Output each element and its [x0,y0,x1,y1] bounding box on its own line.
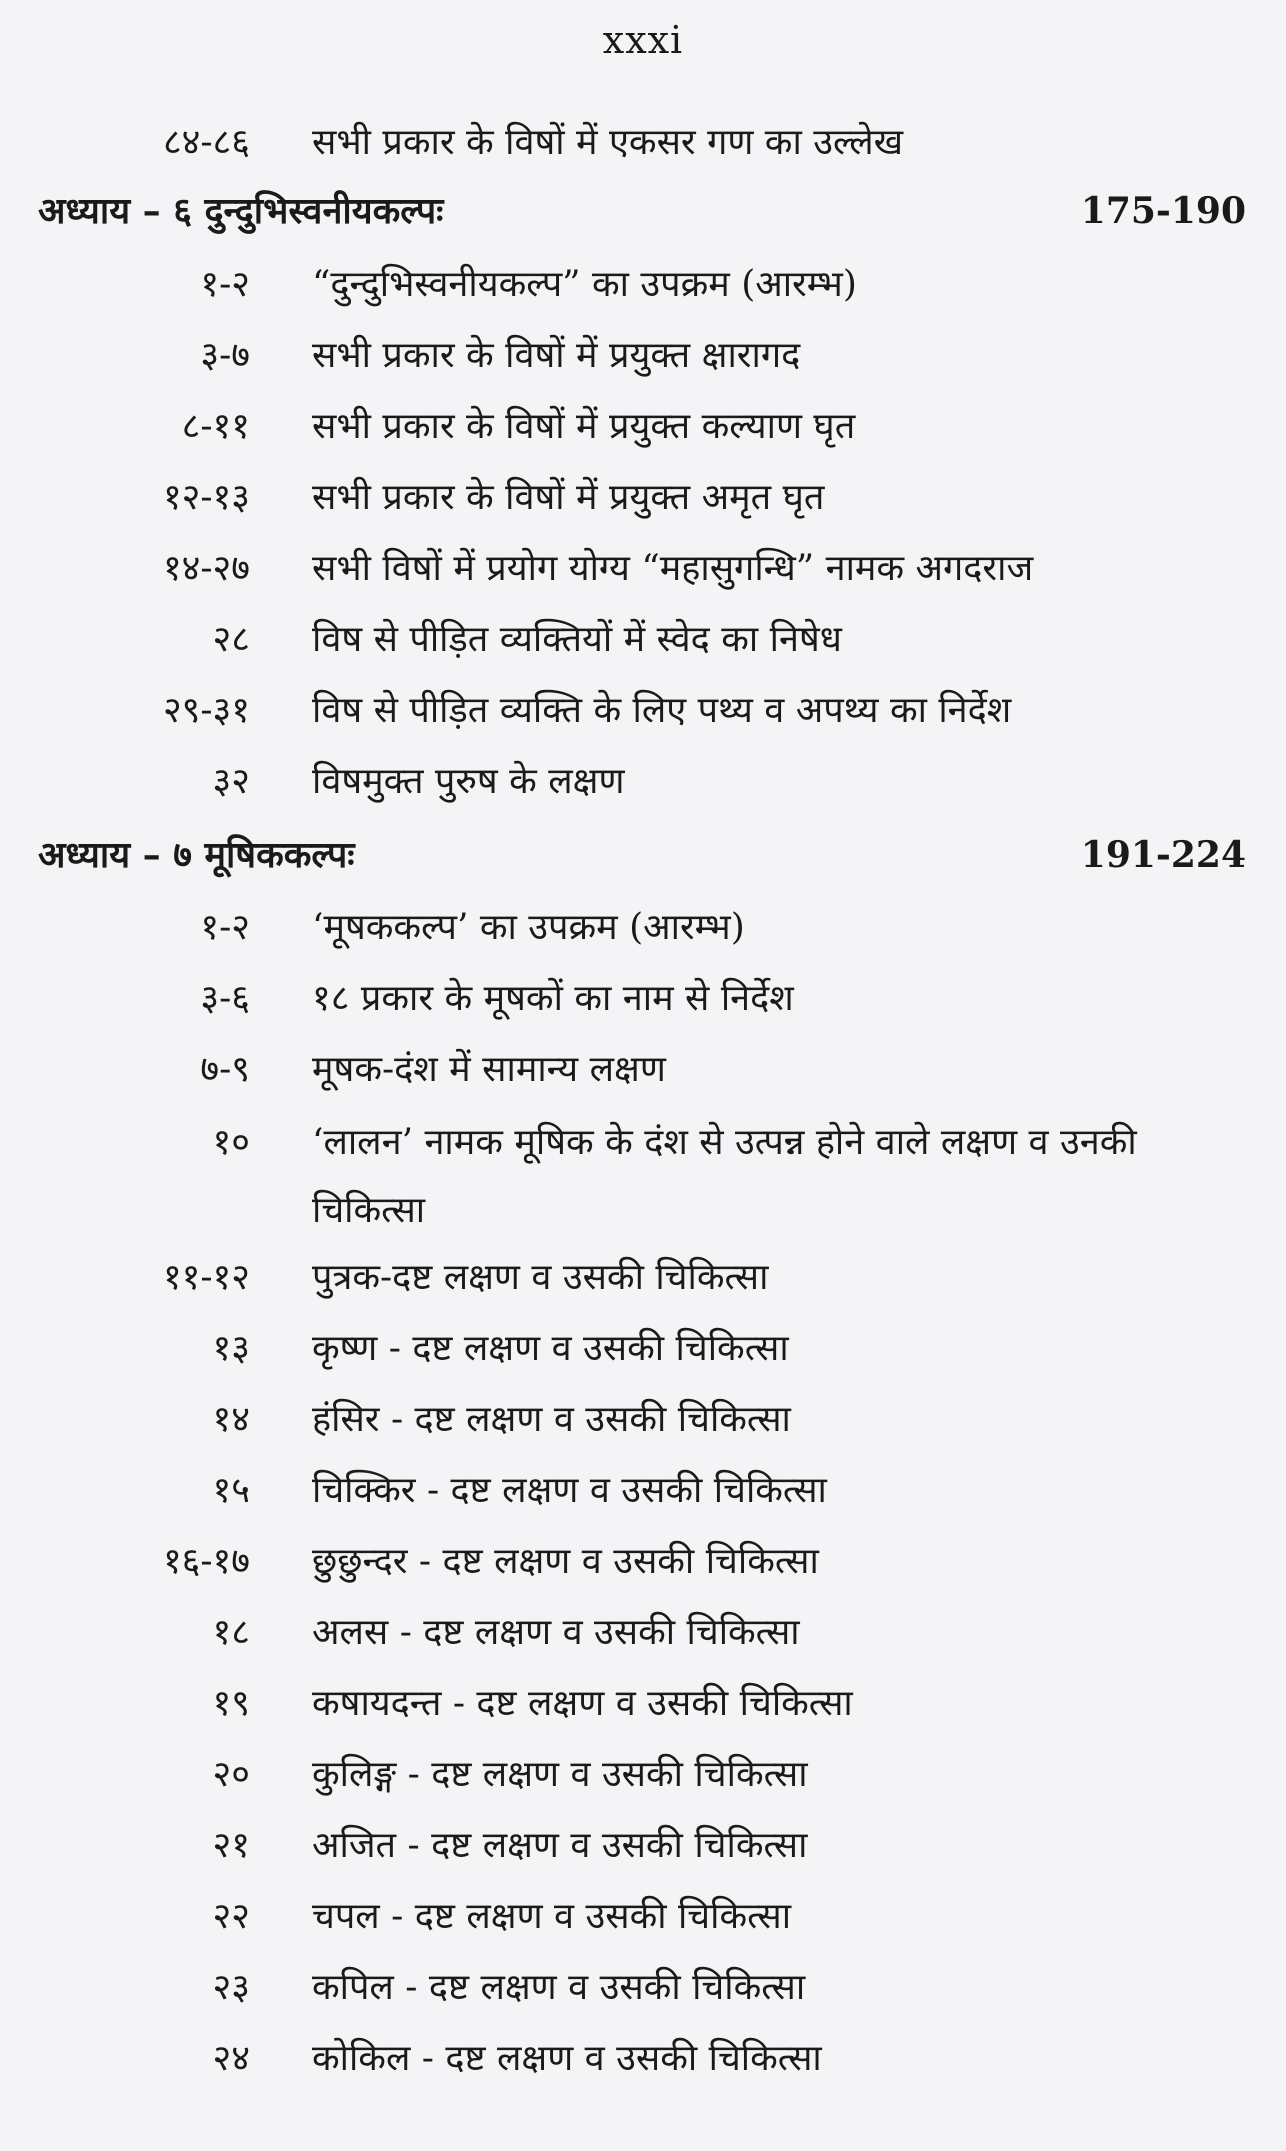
toc-entry [0,1466,1286,1530]
toc-entry [0,1821,1286,1885]
toc-entry [0,1118,1286,1258]
verse-number: १३ [212,1328,250,1369]
toc-entry [0,1608,1286,1672]
verse-number: १९ [212,1683,250,1724]
entry-text: सभी प्रकार के विषों में प्रयुक्त अमृत घृत [312,477,825,518]
verse-number: ८-११ [181,406,250,447]
toc-entry [0,757,1286,821]
toc-entry [0,1395,1286,1459]
entry-text: सभी प्रकार के विषों में प्रयुक्त कल्याण घृत [312,406,856,447]
entry-text: कृष्ण - दष्ट लक्षण व उसकी चिकित्सा [312,1328,789,1369]
verse-number: १४ [212,1399,250,1440]
toc-entry [0,1253,1286,1317]
toc-entry [0,544,1286,608]
chapter-heading [38,186,1246,246]
verse-number: २१ [212,1825,250,1866]
entry-text: चपल - दष्ट लक्षण व उसकी चिकित्सा [312,1896,792,1937]
toc-entry [0,1963,1286,2027]
toc-entry [0,260,1286,324]
verse-number: १० [212,1122,250,1163]
entry-text: पुत्रक-दष्ट लक्षण व उसकी चिकित्सा [312,1257,769,1298]
entry-text: विष से पीड़ित व्यक्तियों में स्वेद का निषेध [312,619,842,660]
verse-number: १-२ [200,907,250,948]
chapter-title: अध्याय – ७ मूषिककल्पः [38,834,355,876]
toc-entry [0,615,1286,679]
verse-number: ३२ [212,761,250,802]
toc-entry [0,974,1286,1038]
verse-number: १२-१३ [162,477,250,518]
verse-number: ११-१२ [162,1257,250,1298]
verse-number: २२ [212,1896,250,1937]
verse-number: ३-७ [200,335,250,376]
entry-text: चिक्किर - दष्ट लक्षण व उसकी चिकित्सा [312,1470,827,1511]
entry-text: अजित - दष्ट लक्षण व उसकी चिकित्सा [312,1825,808,1866]
toc-entry [0,1045,1286,1109]
entry-text: ‘लालन’ नामक मूषिक के दंश से उत्पन्न होने वाले लक्षण व उनकी चिकित्सा [312,1122,1137,1231]
entry-text: “दुन्दुभिस्वनीयकल्प” का उपक्रम (आरम्भ) [312,264,857,305]
verse-number: ३-६ [200,978,250,1019]
verse-number: १-२ [200,264,250,305]
entry-text: विष से पीड़ित व्यक्ति के लिए पथ्य व अपथ्य का निर्देश [312,690,1012,731]
entry-text: हंसिर - दष्ट लक्षण व उसकी चिकित्सा [312,1399,791,1440]
verse-number: २० [212,1754,250,1795]
entry-text: सभी प्रकार के विषों में एकसर गण का उल्लेख [312,122,904,163]
chapter-heading [38,830,1246,890]
toc-entry [0,903,1286,967]
toc-entry [0,473,1286,537]
entry-text: छुछुन्दर - दष्ट लक्षण व उसकी चिकित्सा [312,1541,819,1582]
page-number: xxxi [602,18,684,62]
verse-number: २३ [212,1967,250,2008]
verse-number: १६-१७ [162,1541,250,1582]
entry-text: १८ प्रकार के मूषकों का नाम से निर्देश [312,978,794,1019]
entry-text: कुलिङ्ग - दष्ट लक्षण व उसकी चिकित्सा [312,1754,808,1795]
verse-number: २८ [212,619,250,660]
toc-entry [0,1679,1286,1743]
entry-text: सभी प्रकार के विषों में प्रयुक्त क्षारागद [312,335,801,376]
verse-number: ७-९ [200,1049,250,1090]
entry-text: ‘मूषककल्प’ का उपक्रम (आरम्भ) [312,907,745,948]
entry-text: मूषक-दंश में सामान्य लक्षण [312,1049,666,1090]
toc-entry [0,118,1286,182]
entry-text: कोकिल - दष्ट लक्षण व उसकी चिकित्सा [312,2038,822,2079]
toc-entry [0,331,1286,395]
toc-entry [0,402,1286,466]
toc-entry [0,686,1286,750]
verse-number: १४-२७ [162,548,250,589]
verse-number: ८४-८६ [162,122,250,163]
toc-entry [0,1892,1286,1956]
toc-entry [0,1537,1286,1601]
verse-number: २९-३१ [162,690,250,731]
entry-text: अलस - दष्ट लक्षण व उसकी चिकित्सा [312,1612,800,1653]
entry-text: कषायदन्त - दष्ट लक्षण व उसकी चिकित्सा [312,1683,853,1724]
chapter-title: अध्याय – ६ दुन्दुभिस्वनीयकल्पः [38,190,444,232]
entry-text: कपिल - दष्ट लक्षण व उसकी चिकित्सा [312,1967,806,2008]
toc-entry [0,1324,1286,1388]
chapter-page-range: 191-224 [1080,834,1246,876]
toc-entry [0,1750,1286,1814]
chapter-page-range: 175-190 [1080,190,1246,232]
verse-number: १५ [212,1470,250,1511]
entry-text: विषमुक्त पुरुष के लक्षण [312,761,625,802]
toc-entry [0,2034,1286,2098]
entry-text: सभी विषों में प्रयोग योग्य “महासुगन्धि” नामक अगदराज [312,548,1034,589]
verse-number: १८ [212,1612,250,1653]
verse-number: २४ [212,2038,250,2079]
